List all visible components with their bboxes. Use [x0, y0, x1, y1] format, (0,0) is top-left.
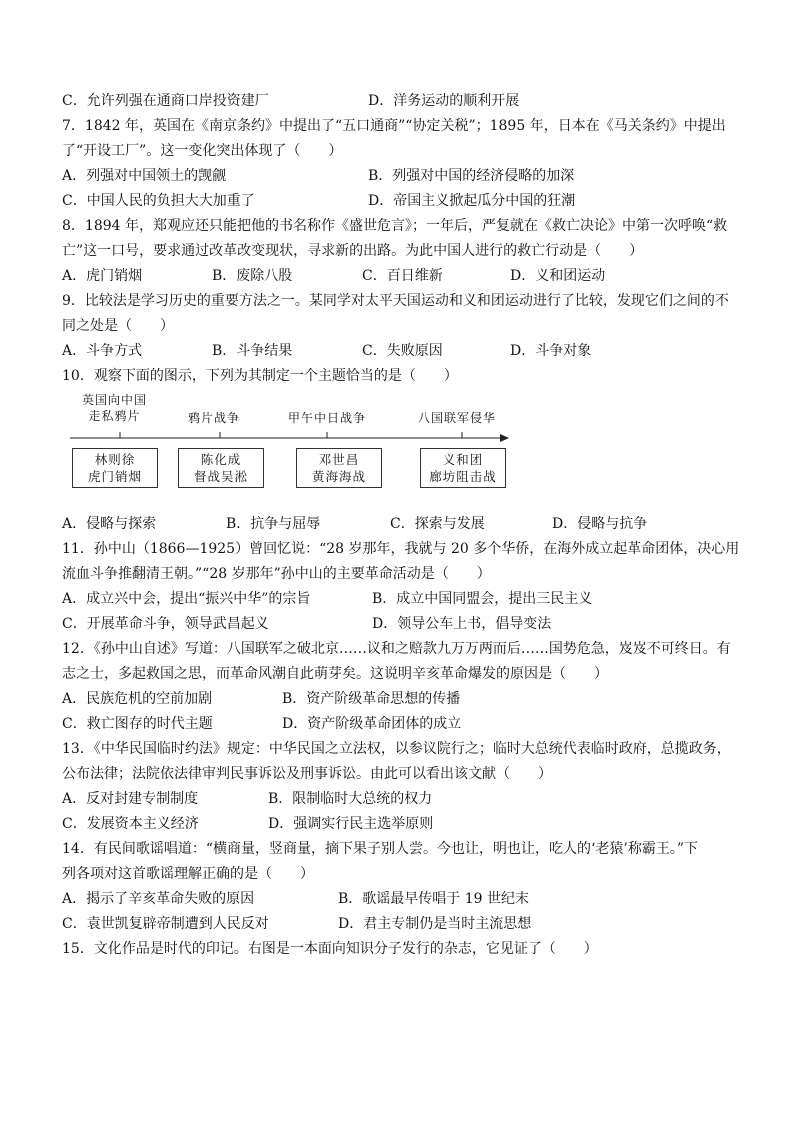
q13-stem-line2: 公布法律；法院依法律审判民事诉讼及刑事诉讼。由此可以看出该文献（ ） — [62, 766, 552, 782]
q7-stem-line1: 7．1842 年，英国在《南京条约》中提出了“五口通商”“协定关税”；1895 年，日本在《马关条约》中提出 — [62, 118, 726, 134]
q12-options-ab — [62, 689, 742, 709]
option-d: D．帝国主义掀起瓜分中国的狂潮 — [368, 193, 576, 209]
option-c: C．探索与发展 — [390, 516, 485, 532]
q14-options-cd — [62, 914, 742, 934]
option-d: D．强调实行民主选举原则 — [268, 816, 434, 832]
q9-stem-line2: 同之处是（ ） — [62, 318, 174, 334]
q13-options-ab — [62, 789, 742, 809]
q8-options — [62, 266, 742, 286]
option-b: B．成立中国同盟会，提出三民主义 — [372, 591, 593, 607]
option-d: D．资产阶级革命团体的成立 — [282, 716, 462, 732]
option-c: C．开展革命斗争，领导武昌起义 — [62, 616, 269, 632]
option-c: C．发展资本主义经济 — [62, 816, 199, 832]
q12-stem-line1: 12．《孙中山自述》写道：八国联军之破北京……议和之赔款九万万两而后……国势危急，岌岌不可终日。有 — [62, 641, 731, 657]
label-line: 走私鸦片 — [88, 409, 141, 423]
option-b: B．限制临时大总统的权力 — [268, 791, 433, 807]
option-b: B．抗争与屈辱 — [226, 516, 321, 532]
option-a: A．揭示了辛亥革命失败的原因 — [62, 891, 255, 907]
box-line: 督战吴淞 — [193, 469, 248, 484]
box-line: 虎门销烟 — [87, 469, 142, 484]
option-a: A．民族危机的空前加剧 — [62, 691, 213, 707]
box-line: 廊坊阻击战 — [429, 469, 497, 484]
option-d: D．君主专制仍是当时主流思想 — [338, 916, 532, 932]
q6-options-cd — [62, 91, 742, 111]
timeline-label-2: 鸦片战争 — [188, 411, 241, 425]
option-d: D．领导公车上书，倡导变法 — [372, 616, 552, 632]
option-b: B．列强对中国的经济侵略的加深 — [368, 168, 575, 184]
option-c: C．允许列强在通商口岸投资建厂 — [62, 93, 269, 109]
q10-stem: 10．观察下面的图示，下列为其制定一个主题恰当的是（ ） — [62, 368, 458, 384]
q12-options-cd — [62, 714, 742, 734]
option-c: C．中国人民的负担大大加重了 — [62, 193, 255, 209]
option-a: A．虎门销烟 — [62, 268, 143, 284]
q15-stem: 15．文化作品是时代的印记。右图是一本面向知识分子发行的杂志，它见证了（ ） — [62, 941, 598, 957]
option-b: B．歌谣最早传唱于 19 世纪末 — [338, 891, 530, 907]
option-c: C．失败原因 — [362, 343, 443, 359]
q12-stem-line2: 志之士，多起救国之思，而革命风潮自此萌芽矣。这说明辛亥革命爆发的原因是（ ） — [62, 666, 608, 682]
option-b: B．废除八股 — [212, 268, 293, 284]
timeline-box-4 — [420, 448, 506, 488]
q14-stem-line2: 列各项对这首歌谣理解正确的是（ ） — [62, 866, 314, 882]
option-d: D．洋务运动的顺利开展 — [368, 93, 520, 109]
option-a: A．侵略与探索 — [62, 516, 157, 532]
timeline-box-2 — [178, 448, 264, 488]
option-a: A．成立兴中会，提出“振兴中华”的宗旨 — [62, 591, 311, 607]
label-line: 英国向中国 — [82, 393, 148, 407]
q11-options-cd — [62, 614, 742, 634]
box-line: 邓世昌 — [318, 452, 360, 467]
q9-stem-line1: 9．比较法是学习历史的重要方法之一。某同学对太平天国运动和义和团运动进行了比较，发现它们之间的不 — [62, 293, 729, 309]
option-b: B．资产阶级革命思想的传播 — [282, 691, 461, 707]
timeline-box-3 — [296, 448, 382, 488]
option-c: C．百日维新 — [362, 268, 443, 284]
option-d: D．义和团运动 — [510, 268, 606, 284]
q7-stem-line2: 了“开设工厂”。这一变化突出体现了（ ） — [62, 143, 343, 159]
timeline-diagram — [62, 388, 522, 506]
timeline-box-1 — [72, 448, 158, 488]
timeline-label-3: 甲午中日战争 — [288, 411, 367, 425]
box-line: 陈化成 — [200, 452, 242, 467]
option-d: D．侵略与抗争 — [552, 516, 648, 532]
q10-options — [62, 514, 742, 534]
q13-options-cd — [62, 814, 742, 834]
option-a: A．斗争方式 — [62, 343, 143, 359]
q8-stem-line1: 8．1894 年，郑观应还只能把他的书名称作《盛世危言》；一年后，严复就在《救亡决论》中第一次呼唤“救 — [62, 218, 728, 234]
q7-options-ab — [62, 166, 742, 186]
option-d: D．斗争对象 — [510, 343, 592, 359]
option-b: B．斗争结果 — [212, 343, 293, 359]
q11-options-ab — [62, 589, 742, 609]
q14-stem-line1: 14．有民间歌谣唱道：“横商量，竖商量，摘下果子别人尝。今也让，明也让，吃人的‘老猿’称霸王。”下 — [62, 841, 699, 857]
option-c: C．救亡图存的时代主题 — [62, 716, 213, 732]
q9-options — [62, 341, 742, 361]
q11-stem-line2: 流血斗争推翻清王朝。”“28 岁那年”孙中山的主要革命活动是（ ） — [62, 566, 491, 582]
q8-stem-line2: 亡”这一口号，要求通过改革改变现状，寻求新的出路。为此中国人进行的救亡行动是（ ） — [62, 243, 644, 259]
option-c: C．袁世凯复辟帝制遭到人民反对 — [62, 916, 269, 932]
timeline-label-1 — [82, 392, 147, 424]
q7-options-cd — [62, 191, 742, 211]
timeline-arrowhead — [500, 434, 509, 442]
q14-options-ab — [62, 889, 742, 909]
option-a: A．列强对中国领土的觊觎 — [62, 168, 227, 184]
box-line: 林则徐 — [94, 452, 136, 467]
timeline-label-4: 八国联军侵华 — [418, 411, 497, 425]
q11-stem-line1: 11．孙中山（1866—1925）曾回忆说：“28 岁那年，我就与 20 多个华侨，在海外成立起革命团体，决心用 — [62, 541, 740, 557]
q13-stem-line1: 13．《中华民国临时约法》规定：中华民国之立法权，以参议院行之；临时大总统代表临时政府，总揽政务， — [62, 741, 731, 757]
box-line: 黄海海战 — [311, 469, 366, 484]
option-a: A．反对封建专制制度 — [62, 791, 199, 807]
box-line: 义和团 — [442, 452, 484, 467]
